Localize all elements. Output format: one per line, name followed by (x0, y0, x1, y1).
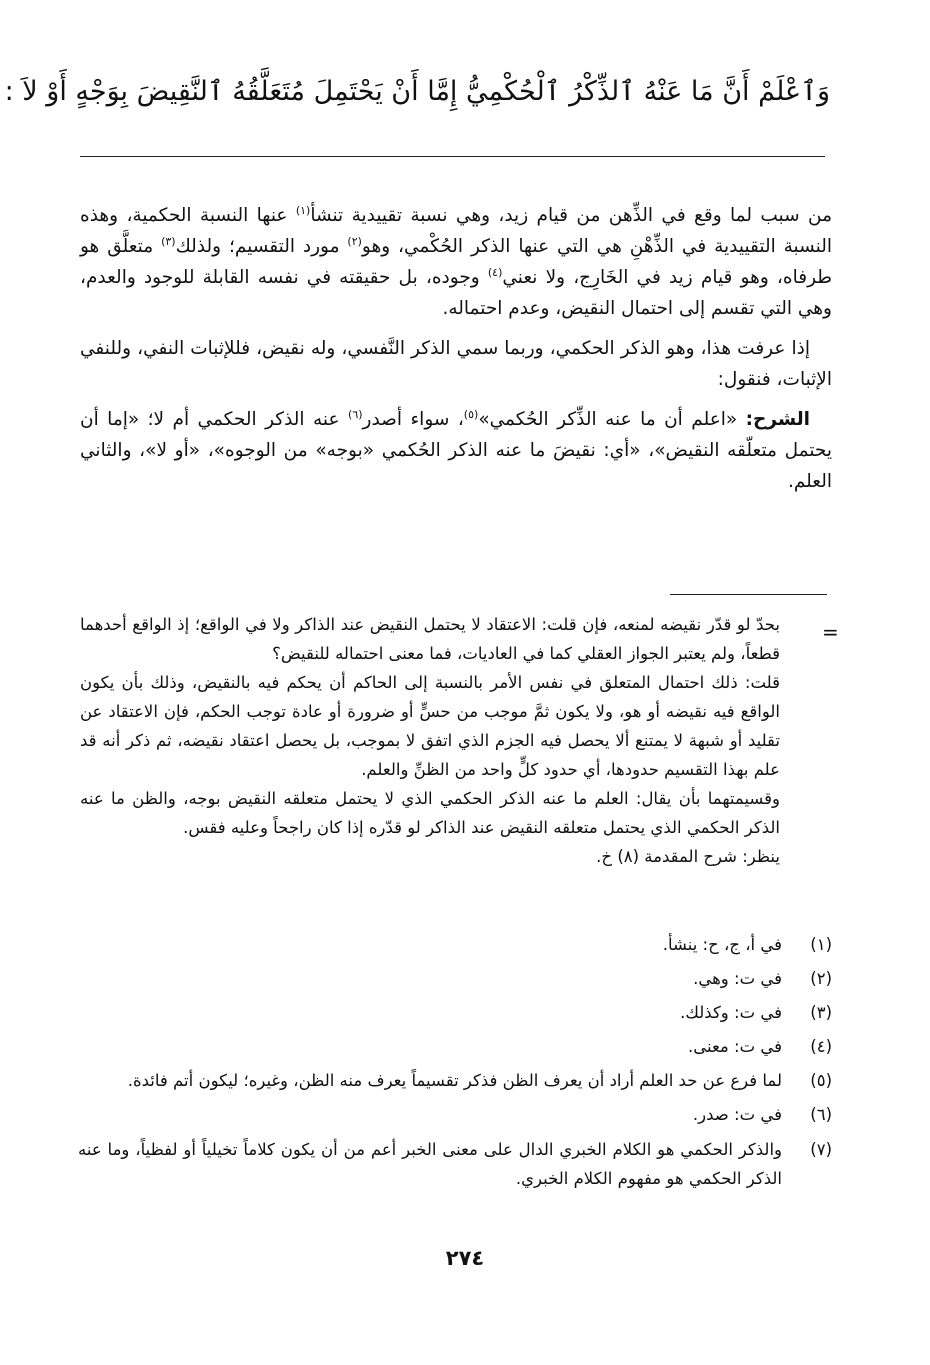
footnote-item (78, 1030, 832, 1064)
verse-separator-rule (80, 156, 825, 157)
footnote-number: (٦) (810, 1105, 832, 1124)
footnote-ref-4[interactable]: (٤) (487, 265, 503, 279)
footnote-item (78, 928, 832, 962)
commentary-body (80, 200, 832, 506)
commentary-paragraph-2: إذا عرفت هذا، وهو الذكر الحكمي، وربما سمي الذكر النَّفسي، وله نقيض، فللإثبات النفي، وللنفي الإثبات، فنقول: (80, 338, 832, 390)
footnote-separator-rule (670, 594, 827, 595)
footnote-text: في ت: معنى. (688, 1037, 782, 1056)
footnote-item (78, 996, 832, 1030)
footnote-ref-2[interactable]: (٢) (347, 234, 362, 248)
footnote-number: (١) (810, 935, 832, 954)
footnote-number: (٥) (810, 1071, 832, 1090)
footnote-text: لما فرع عن حد العلم أراد أن يعرف الظن فذكر تقسيماً يعرف منه الظن، وغيره؛ ليكون أتم فائدة. (127, 1071, 782, 1090)
footnote-ref-5[interactable]: (٥) (463, 407, 479, 421)
note-paragraph: بحدّ لو قدّر نقيضه لمنعه، فإن قلت: الاعتقاد لا يحتمل النقيض عند الذاكر ولا في الواقع؛ إذ الواقع أحدهما قطعاً، ولم يعتبر الجواز العقلي كما في العاديات، فما معنى احتماله للنقيض؟ (80, 615, 780, 663)
commentary-text: من سبب لما وقع في الذِّهن من قيام زيد، وهي نسبة تقييدية تنشأ (310, 205, 832, 226)
footnote-list (78, 928, 832, 1193)
footnote-number: (٢) (810, 969, 832, 988)
commentary-text: مورد التقسيم؛ ولذلك (175, 236, 348, 257)
footnote-ref-6[interactable]: (٦) (348, 407, 363, 421)
sharh-label: الشرح: (745, 409, 810, 430)
footnote-number: (٣) (810, 1003, 832, 1022)
commentary-text: ، سواء أصدر (362, 409, 464, 430)
commentary-text: متعلَّق هو طرفاه، وهو قيام زيد في الخَارِج، ولا نعني (80, 236, 833, 288)
footnote-ref-1[interactable]: (١) (295, 203, 311, 217)
note-paragraph: قلت: ذلك احتمال المتعلق في نفس الأمر بالنسبة إلى الحاكم أن يحكم فيه بالنقيض، وذلك بأن يكون الواقع فيه نقيضه أو هو، ولا يكون ثمَّ موجب من حسٍّ أو ضرورة أو عادة توجب الحكم، فإن الاعتقاد عن تقليد أو شبهة لا يمتنع ألا يحصل فيه الجزم الذي اتفق لا بموجب، بل يحصل اعتقاد نقيضه، ثم ذكر أنه قد علم بهذا التقسيم حدودها، أي حدود كلٍّ واحد من الظنِّ والعلم. (80, 673, 780, 779)
footnote-number: (٧) (810, 1140, 832, 1159)
footnote-item (78, 1098, 832, 1132)
footnote-item (78, 1064, 832, 1098)
commentary-paragraph-3 (80, 404, 832, 497)
commentary-text: وجوده، بل حقيقته في نفسه القابلة للوجود والعدم، وهي التي تقسم إلى احتمال النقيض، وعدم احتماله. (80, 267, 832, 319)
footnote-number: (٤) (810, 1037, 832, 1056)
note-paragraph: وقسيمتهما بأن يقال: العلم ما عنه الذكر الحكمي الذي لا يحتمل متعلقه النقيض بوجه، والظن ما عنه الذكر الحكمي الذي يحتمل متعلقه النقيض عند الذاكر لو قدّره إذا كان راجحاً وعليه فقس. (80, 789, 780, 837)
footnote-text: في ت: صدر. (692, 1105, 782, 1124)
footnote-item (78, 1135, 832, 1193)
footnote-text: في ت: وهي. (693, 969, 782, 988)
footnote-ref-3[interactable]: (٣) (161, 234, 176, 248)
verse-text: وَٱعْلَمْ أَنَّ مَا عَنْهُ ٱلذِّكْرُ ٱلْحُكْمِيُّ إِمَّا أَنْ يَحْتَمِلَ مُتَعَلَّقُهُ ٱلنَّقِيضَ بِوَجْهٍ أَوْ لاَ : (4, 76, 830, 107)
commentary-text: عنه الذكر الحكمي أم لا؛ «إما أن يحتمل متعلّقه النقيض»، «أي: نقيضَ ما عنه الذكر الحُكمي «بوجه» من الوجوه»، «أو لا»، والثاني العلم. (80, 409, 832, 492)
note-paragraph: ينظر: شرح المقدمة (٨) خ. (596, 847, 780, 866)
page-number: ٢٧٤ (445, 1246, 485, 1270)
footnote-text: في ت: وكذلك. (680, 1003, 782, 1022)
footnote-item (78, 962, 832, 996)
commentary-text: عنها النسبة الحكمية، وهذه النسبة التقييدية في الذِّهْنِ هي التي عنها الذكر الحُكْمي، وهو (80, 205, 832, 257)
footnote-text: في أ، ج، ح: ينشأ. (662, 935, 782, 954)
continued-footnote (80, 610, 780, 871)
continuation-mark: = (822, 620, 839, 644)
commentary-paragraph-1 (80, 200, 832, 324)
commentary-text: «اعلم أن ما عنه الذِّكر الحُكمي» (478, 409, 746, 430)
footnote-text: والذكر الحكمي هو الكلام الخبري الدال على معنى الخبر أعم من أن يكون كلاماً تخيلياً أو لفظياً، وما عنه الذكر الحكمي هو مفهوم الكلام الخبري. (78, 1140, 782, 1188)
